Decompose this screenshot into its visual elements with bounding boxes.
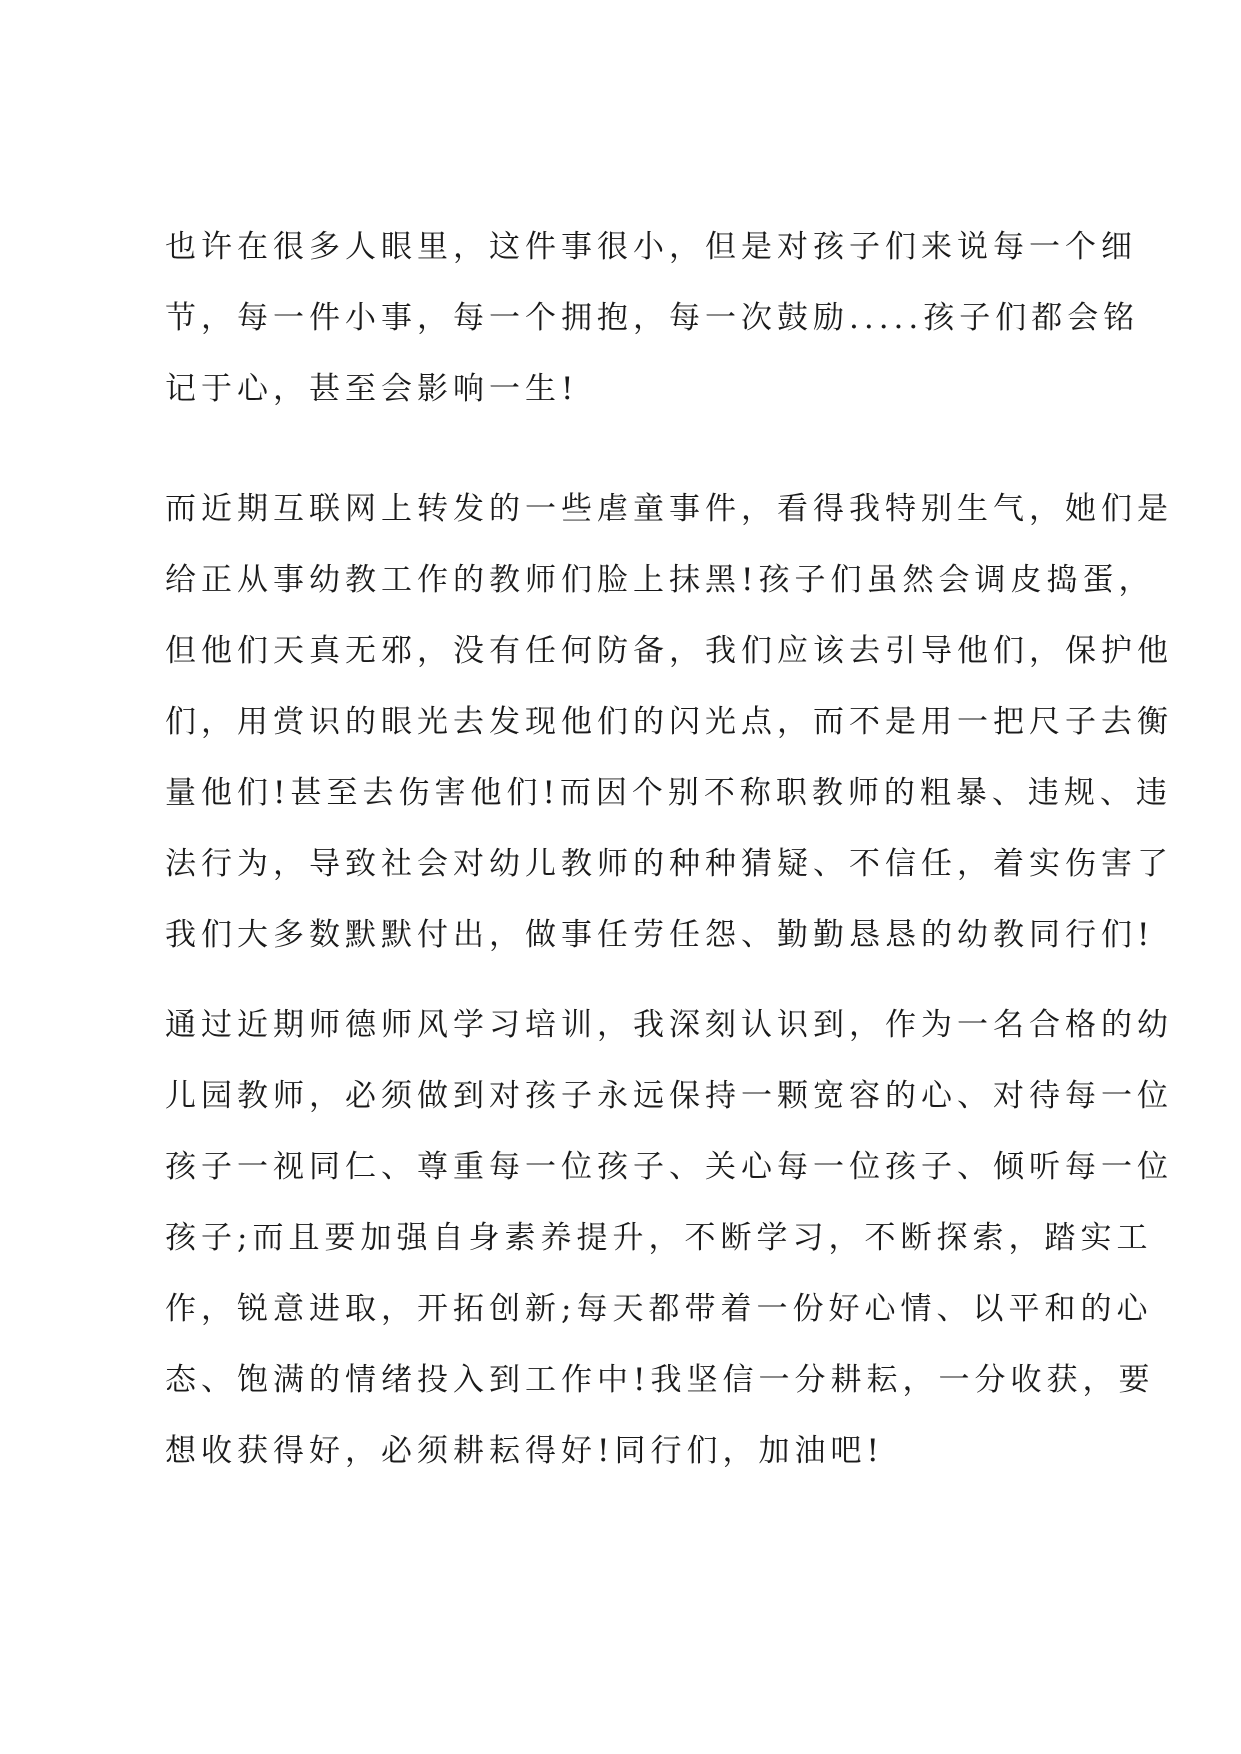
paragraph-line: 态、饱满的情绪投入到工作中!我坚信一分耕耘，一分收获，要 <box>165 1362 1155 1398</box>
paragraph-line: 们，用赏识的眼光去发现他们的闪光点，而不是用一把尺子去衡 <box>165 704 1173 740</box>
paragraph-line: 法行为，导致社会对幼儿教师的种种猜疑、不信任，着实伤害了 <box>165 846 1173 882</box>
paragraph-line: 量他们!甚至去伤害他们!而因个别不称职教师的粗暴、违规、违 <box>165 775 1172 811</box>
paragraph-line: 儿园教师，必须做到对孩子永远保持一颗宽容的心、对待每一位 <box>165 1078 1173 1114</box>
paragraph-line: 孩子一视同仁、尊重每一位孩子、关心每一位孩子、倾听每一位 <box>165 1149 1173 1185</box>
paragraph-1 <box>165 229 1140 407</box>
paragraph-3 <box>165 1007 1173 1469</box>
paragraph-line: 记于心，甚至会影响一生! <box>165 371 579 407</box>
paragraph-2 <box>165 491 1173 953</box>
paragraph-line: 也许在很多人眼里，这件事很小，但是对孩子们来说每一个细 <box>165 229 1137 265</box>
paragraph-line: 作，锐意进取，开拓创新;每天都带着一份好心情、以平和的心 <box>165 1291 1153 1327</box>
paragraph-line: 但他们天真无邪，没有任何防备，我们应该去引导他们，保护他 <box>165 633 1173 669</box>
paragraph-line: 通过近期师德师风学习培训，我深刻认识到，作为一名合格的幼 <box>165 1007 1173 1043</box>
paragraph-line: 想收获得好，必须耕耘得好!同行们，加油吧! <box>165 1433 884 1469</box>
paragraph-line: 而近期互联网上转发的一些虐童事件，看得我特别生气，她们是 <box>165 491 1173 527</box>
paragraph-line: 给正从事幼教工作的教师们脸上抹黑!孩子们虽然会调皮捣蛋， <box>165 562 1155 598</box>
paragraph-line: 我们大多数默默付出，做事任劳任怨、勤勤恳恳的幼教同行们! <box>165 917 1155 953</box>
paragraph-line: 孩子;而且要加强自身素养提升，不断学习，不断探索，踏实工 <box>165 1220 1153 1256</box>
paragraph-line: 节，每一件小事，每一个拥抱，每一次鼓励.....孩子们都会铭 <box>165 300 1140 336</box>
